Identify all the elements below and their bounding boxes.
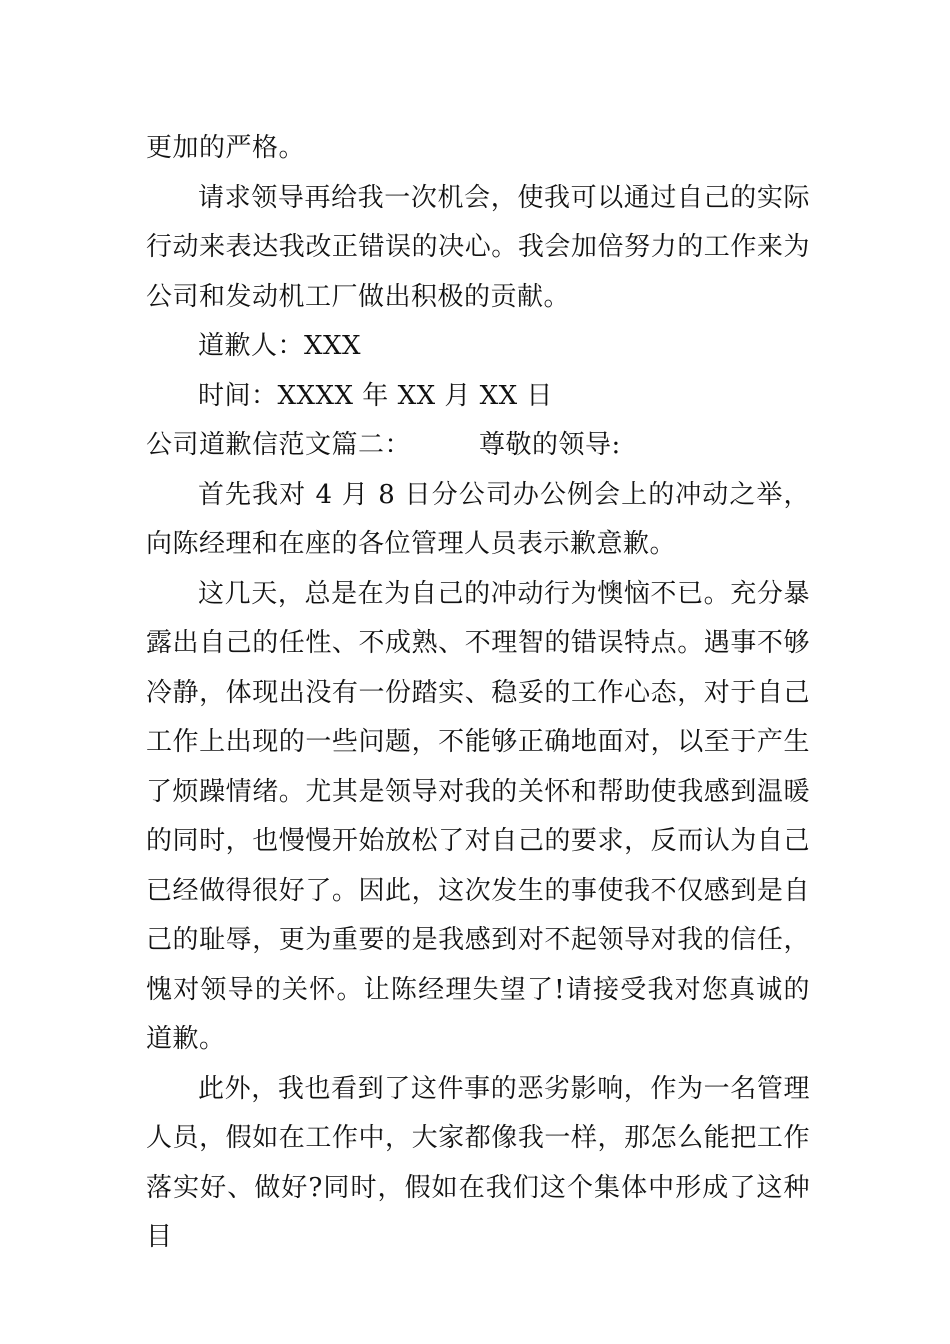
signature-apologizer: 道歉人：XXX bbox=[198, 331, 362, 361]
paragraph-request: 请求领导再给我一次机会，使我可以通过自己的实际行动来表达我改正错误的决心。我会加倍努力的工作来为公司和发动机工厂做出积极的贡献。 bbox=[146, 182, 810, 312]
signature-date: 时间：XXXX 年 XX 月 XX 日 bbox=[198, 380, 553, 411]
section-title: 公司道歉信范文篇二： bbox=[146, 430, 412, 460]
section-heading bbox=[146, 421, 810, 471]
body-paragraph: 首先我对 4 月 8 日分公司办公例会上的冲动之举，向陈经理和在座的各位管理人员表示歉意歉。 bbox=[146, 479, 810, 559]
salutation: 尊敬的领导: bbox=[479, 430, 621, 460]
body-paragraph: 这几天，总是在为自己的冲动行为懊恼不已。充分暴露出自己的任性、不成熟、不理智的错误特点。遇事不够冷静，体现出没有一份踏实、稳妥的工作心态，对于自己工作上出现的一些问题，不能够正确地面对，以至于产生了烦躁情绪。尤其是领导对我的关怀和帮助使我感到温暖的同时，也慢慢开始放松了对自己的要求，反而认为自己已经做得很好了。因此，这次发生的事使我不仅感到是自己的耻辱，更为重要的是我感到对不起领导对我的信任，愧对领导的关怀。让陈经理失望了!请接受我对您真诚的道歉。 bbox=[146, 578, 810, 1054]
paragraph-continuation: 更加的严格。 bbox=[146, 133, 306, 163]
document-body bbox=[146, 124, 810, 1263]
body-paragraph: 此外，我也看到了这件事的恶劣影响，作为一名管理人员，假如在工作中，大家都像我一样，那怎么能把工作落实好、做好?同时，假如在我们这个集体中形成了这种目 bbox=[146, 1073, 810, 1252]
